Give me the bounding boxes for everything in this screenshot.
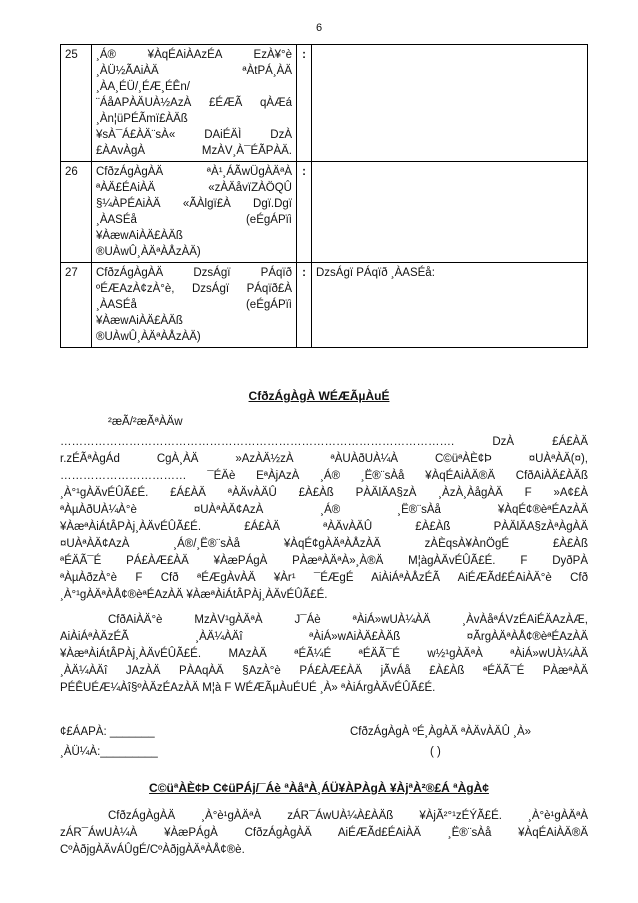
salutation-text: ²æÃ/²æÃªÀÄw xyxy=(108,416,183,428)
paragraph-line: ¥ÀæªÀiÁtÂPÀj¸ÀÄvÉÛÃ£É. £Á£ÀÄ ªÀÄvÀÄÛ £À£Àß PÀÄlÄA§zÀªÀgÀÄ xyxy=(60,521,588,533)
declaration-title: CfðzÁgÀgÀ WÉÆÃµÀuÉ xyxy=(248,389,390,403)
paragraph-line: ¸À°¹gÀÄvÉÛÃ£É. £Á£ÀÄ ªÀÄvÀÄÛ £À£Àß PÀÄlÄA§zÀ ¸ÀzÀ¸ÀågÀÄ F »A¢£À xyxy=(60,487,588,499)
paragraph-line: ªÀµÀðzÀ°è F Cfð ªÉÆgÀvÀÄ ¥Àr¹ ¯ÉÆgÉ AiÀiÁªÀÅzÉÃ AiÉÆÃd£ÉAiÀÄ°è Cfð xyxy=(60,572,588,584)
row-label xyxy=(92,45,297,162)
signature-block xyxy=(60,724,588,764)
salutation xyxy=(60,414,588,430)
label-line: ¥ÀæwAiÀÄ£ÀÄß xyxy=(96,315,183,327)
label-line: ¸Á® ¥ÀqÉAiÀAzÉA EzÀ¥°è xyxy=(96,49,292,61)
signature-parenthesis: ( ) xyxy=(430,746,441,758)
row-value[interactable] xyxy=(312,162,588,263)
paragraph-line: CfðAiÀÄ°è MzÀV¹gÀÄªÀ J¯Áè ªÀiÁ»wUÀ¼ÀÄ ¸ÀvÀåªÁVzÉAiÉÄAzÀÆ, xyxy=(108,614,588,626)
row-number: 26 xyxy=(61,162,92,263)
paragraph-line: ¸ÀÄ¼ÀÄî JAzÀÄ PÀAqÀÄ §AzÀ°è PÁ£ÀÆ£ÀÄ jÃvÁå £À£Àß ªÉÄÃ¯É PÀæªÀÄ xyxy=(60,665,588,677)
label-line: ®UÀwÛ¸ÀÄªÀÅzÀÄ) xyxy=(96,246,201,258)
applicant-signature-label: CfðzÁgÀgÀ ºÉ¸ÀgÀÄ ªÀÄvÀÄÛ ¸À» xyxy=(350,726,532,738)
paragraph-line: ¸À°¹gÀÄªÀÅ¢®èªÉAzÀÄ ¥ÀæªÀiÁtÂPÀj¸ÀÄvÉÛÃ£É. xyxy=(60,589,328,601)
paragraph-line: PÉÊUÉÆ¼Àî§ºÀÄzÉAzÀÄ M¦à F WÉÆÃµÀuÉUÉ ¸À» ªÀiÁrgÀÄvÉÛÃ£É. xyxy=(60,682,436,694)
paragraph-line: …………………………… ¯ÉÄè EªÀjAzÀ ¸Á® ¸Ë®¨sÀå ¥ÀqÉAiÀÄ®Ä CfðAiÀÄ£ÀÄß xyxy=(60,470,588,482)
label-line: ¸ÀA¸ÉÜ/¸ÉÆ¸ÉÊn/ xyxy=(96,81,190,93)
label-line: ¸Àn¦üPÉÃmï£ÀÄß xyxy=(96,113,188,125)
label-line: ¸ÀÜ½ÃAiÀÄ ªÀtPÁ¸ÀÄ xyxy=(96,65,292,77)
paragraph-line: zÁR¯ÁwUÀ¼À ¥ÀæPÁgÀ CfðzÁgÀgÀÄ AiÉÆÃd£ÉAiÀÄ ¸Ë®¨sÀå ¥ÀqÉAiÀÄ®Ä xyxy=(60,827,588,839)
label-line: ¸ÀASÉå (eÉgÁPïì xyxy=(96,214,292,226)
label-line: §¼ÀPÉAiÀÄ «ÃÀlgï£À Dgï.Dgï xyxy=(96,198,292,210)
date-field[interactable]: ¢£ÁAPÀ: _______ xyxy=(60,726,155,738)
label-line: ®UÀwÛ¸ÀÄªÀÅzÀÄ) xyxy=(96,331,201,343)
table-row xyxy=(61,263,588,348)
place-field[interactable]: ¸ÀÜ¼À:_________ xyxy=(60,746,158,758)
row-value[interactable]: DzsÁgï PÁqïð ¸ÀASÉå: xyxy=(312,263,588,348)
colon-separator: : xyxy=(297,45,312,162)
table-row xyxy=(61,162,588,263)
paragraph-line: AiÀiÁªÀÄzÉÃ ¸ÀÄ¼ÀÄî ªÀiÁ»wAiÀÄ£ÀÄß ¤ÃrgÀÄªÀÅ¢®èªÉAzÀÄ xyxy=(60,631,588,643)
row-label xyxy=(92,162,297,263)
label-line: ¨ÁåAPÀÄUÀ½AzÀ £ÉÆÃ qÀÆá xyxy=(96,97,292,109)
label-line: CfðzÁgÀgÀÄ DzsÁgï PÁqïð xyxy=(96,267,292,279)
label-line: CfðzÁgÀgÀÄ ªÀ¹¸ÁÃwÜgÀÄªÀ xyxy=(96,166,292,178)
paragraph-line: …………………………………………………………………………………………. DzÀ £Á£ÀÄ xyxy=(60,436,588,448)
paragraph-line: ªÀµÀðUÀ¼À°è ¤UÀªÀÄ¢AzÀ ¸Á® ¸Ë®¨sÀå ¥ÀqÉ¢®èªÉAzÀÄ xyxy=(60,504,588,516)
verification-title: C©üªÀÈ¢Þ C¢üPÁj/¯Áè ªÀåªÀ¸ÁÜ¥ÀPÀgÀ ¥ÀjªÀ²®£Á ªÀgÀ¢ xyxy=(149,781,489,795)
row-number: 25 xyxy=(61,45,92,162)
row-label xyxy=(92,263,297,348)
paragraph-line: ªÉÄÃ¯É PÁ£ÀÆ£ÀÄ ¥ÀæPÁgÀ PÀæªÀÄªÀ»¸À®Ä M¦àgÀÄvÉÛÃ£É. F DyðPÀ xyxy=(60,555,588,567)
label-line: ¥ÀæwAiÀÄ£ÀÄß xyxy=(96,230,183,242)
verification-paragraph xyxy=(60,808,588,859)
paragraph-line: r.zÉÃªÀgÁd CgÀ¸ÀÄ »AzÀÄ½zÀ ªÀUÀðUÀ¼À C©üªÀÈ¢Þ ¤UÀªÀÄ(¤), xyxy=(60,453,588,465)
colon-separator: : xyxy=(297,162,312,263)
paragraph-line: CfðzÁgÀgÀÄ ¸À°è¹gÀÄªÀ zÁR¯ÁwUÀ¼À£ÀÄß ¥ÀjÃ²°¹zÉÝÃ£É. ¸À°è¹gÀÄªÀ xyxy=(108,810,588,822)
colon-separator: : xyxy=(297,263,312,348)
application-form-table xyxy=(60,44,588,348)
declaration-paragraph-1 xyxy=(60,434,588,604)
label-line: ªÀÄ£ÉAiÀÄ «zÀÄåvïZÀÖQÛ xyxy=(96,182,292,194)
paragraph-line: ¤UÀªÀÄ¢AzÀ ¸Á®/¸Ë®¨sÀå ¥ÀqÉ¢gÀÄªÀÅzÀÄ zÀÈqsÀ¥ÀnÖgÉ £À£Àß xyxy=(60,538,588,550)
label-line: ¥sÀ¯Á£ÀÄ¨sÀ« DAiÉÄÌ DzÀ xyxy=(96,129,292,141)
label-line: ºÉÆAzÀ¢zÀ°è, DzsÁgï PÁqïð£À xyxy=(96,283,292,295)
table-row xyxy=(61,45,588,162)
label-line: £ÀAvÀgÀ MzÀV¸À¯ÉÃPÀÄ. xyxy=(96,145,292,157)
label-line: ¸ÀASÉå (eÉgÁPïì xyxy=(96,299,292,311)
paragraph-line: CºÀðjgÀÄvÁÛgÉ/CºÀðjgÀÄªÀÅ¢®è. xyxy=(60,844,245,856)
paragraph-line: ¥ÀæªÀiÁtÂPÀj¸ÀÄvÉÛÃ£É. MAzÀÄ ªÉÃ¼É ªÉÄÃ¯É w½¹gÀÄªÀ ªÀiÁ»wUÀ¼ÀÄ xyxy=(60,648,588,660)
page-number: 6 xyxy=(315,22,323,34)
row-value[interactable] xyxy=(312,45,588,162)
row-number: 27 xyxy=(61,263,92,348)
declaration-paragraph-2 xyxy=(60,612,588,697)
